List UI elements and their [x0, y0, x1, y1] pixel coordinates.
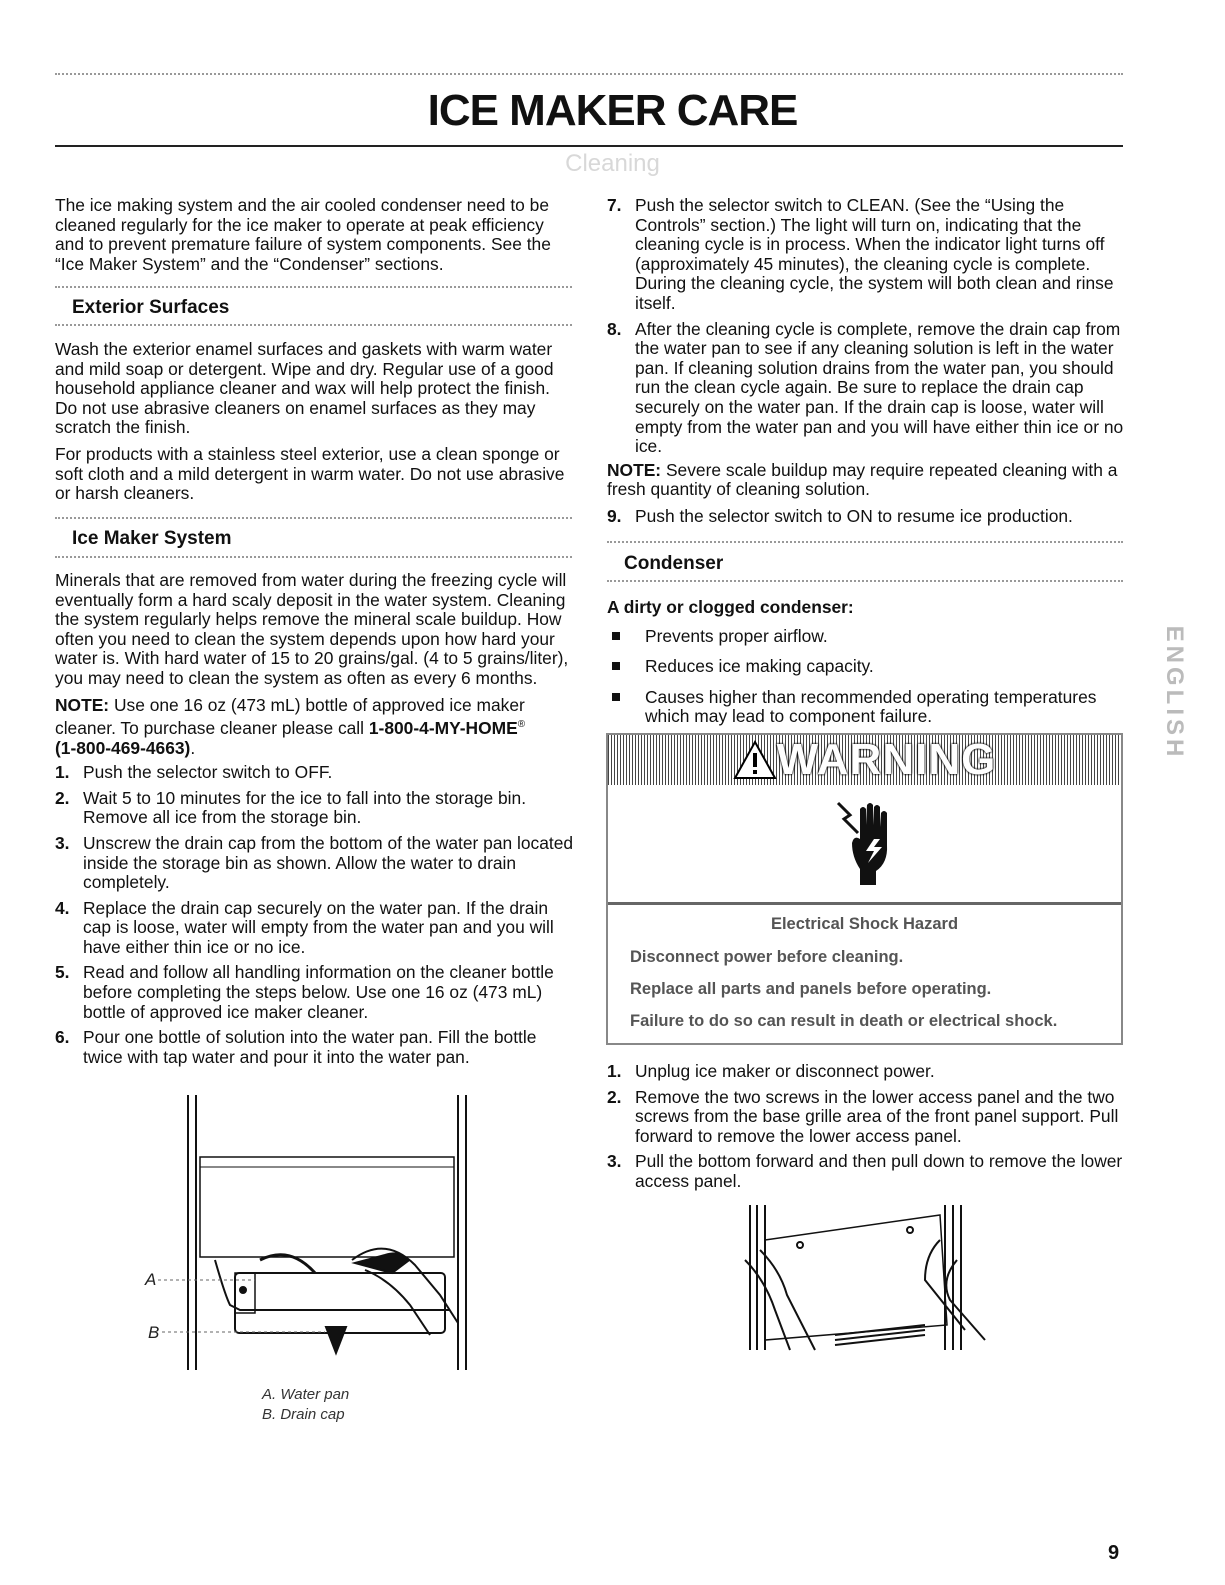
- list-item: 1. Unplug ice maker or disconnect power.: [607, 1061, 935, 1081]
- condenser-rule-top: [607, 541, 1123, 543]
- list-item: 4. Replace the drain cap securely on the water pan. If the drain cap is loose, water will empty from the water pan and you will have either thin ice or no ice.: [55, 897, 554, 957]
- warning-title: WARNING: [776, 735, 997, 784]
- electric-shock-hand-icon: [836, 799, 906, 889]
- intro-paragraph: The ice making system and the air cooled condenser need to be cleaned regularly for the ice maker to operate at peak efficiency and to prevent premature failure of system components. See the “Ice Maker System” and the “Condenser” sections.: [55, 195, 551, 274]
- warning-box: [606, 733, 1123, 1045]
- bullet-icon: [612, 693, 620, 701]
- condenser-lead: A dirty or clogged condenser:: [607, 597, 854, 617]
- page-title: ICE MAKER CARE: [427, 86, 798, 135]
- list-item: 9. Push the selector switch to ON to resume ice production.: [607, 505, 1073, 526]
- warning-line-3: Failure to do so can result in death or electrical shock.: [630, 1012, 1058, 1030]
- section-heading: Cleaning: [565, 150, 660, 177]
- list-item: 5. Read and follow all handling information on the cleaner bottle before completing the steps below. Use one 16 oz (473 mL) bottle of approved ice maker cleaner.: [55, 962, 554, 1022]
- bullet-icon: [612, 662, 620, 670]
- exterior-heading: Exterior Surfaces: [72, 297, 230, 318]
- ice-system-rule-top: [55, 517, 572, 519]
- warning-line-2: Replace all parts and panels before operating.: [630, 980, 992, 998]
- ice-system-heading: Ice Maker System: [72, 528, 232, 549]
- access-panel-illustration: [735, 1200, 995, 1360]
- condenser-heading: Condenser: [624, 553, 724, 574]
- exterior-paragraph-1: Wash the exterior enamel surfaces and gaskets with warm water and mild soap or detergent. Wipe and dry. Regular use of a good household appliance cleaner and wax will help protect the finish. Do not use abrasive cleaners on enamel surfaces as they may scratch the finish.: [55, 339, 554, 438]
- condenser-rule-bottom: [607, 580, 1123, 582]
- water-pan-illustration: [140, 1095, 500, 1375]
- side-language-tab: [1150, 593, 1188, 793]
- page-number: 9: [1108, 1542, 1120, 1564]
- label-a: A: [145, 1270, 157, 1289]
- warning-banner: [608, 735, 1121, 785]
- top-dotted-rule: [55, 73, 1123, 75]
- cleaning-note: NOTE: Severe scale buildup may require repeated cleaning with a fresh quantity of cleaning solution.: [607, 459, 1118, 500]
- title-rule: [55, 145, 1123, 147]
- list-item: 7. Push the selector switch to CLEAN. (See the “Using the Controls” section.) The light will turn on, indicating that the cleaning cycle is in process. When the indicator light turns off (approximately 45 minutes), the cleaning cycle is complete. During the cleaning cycle, the system will both clean and rinse itself.: [607, 195, 1114, 313]
- condenser-steps: [607, 1062, 1124, 1198]
- list-item: 2. Wait 5 to 10 minutes for the ice to fall into the storage bin. Remove all ice from the storage bin.: [55, 787, 527, 828]
- warning-hazard: Electrical Shock Hazard: [770, 915, 959, 933]
- exterior-paragraph-2: For products with a stainless steel exterior, use a clean sponge or soft cloth and a mild detergent in warm water. Do not use abrasive or harsh cleaners.: [55, 443, 565, 504]
- ice-system-rule-bottom: [55, 556, 572, 558]
- list-item: Reduces ice making capacity.: [607, 657, 1124, 677]
- list-item: 2. Remove the two screws in the lower access panel and the two screws from the base grille area of the front panel support. Pull forward to remove the lower access panel.: [607, 1086, 1119, 1146]
- ice-system-note: NOTE: Use one 16 oz (473 mL) bottle of approved ice maker cleaner. To purchase cleaner please call 1-800-4-MY-HOME® (1-800-469-4663).: [55, 694, 526, 758]
- list-item: 8. After the cleaning cycle is complete, remove the drain cap from the water pan to see if any cleaning solution is left in the water pan. If cleaning solution drains from the water pan, you should run the clean cycle again. Be sure to replace the drain cap securely on the water pan. If the drain cap is loose, water will empty from the water pan and you will have either thin ice or no ice.: [607, 318, 1124, 457]
- ice-system-steps-left: [55, 763, 575, 1067]
- bullet-icon: [612, 632, 620, 640]
- list-item: 6. Pour one bottle of solution into the water pan. Fill the bottle twice with tap water and pour it into the water pan.: [55, 1027, 537, 1067]
- figure-caption: A. Water pan B. Drain cap: [262, 1386, 350, 1423]
- condenser-body: [607, 598, 1124, 738]
- list-item: 3. Unscrew the drain cap from the bottom of the water pan located inside the storage bin as shown. Allow the water to drain completely.: [55, 832, 574, 893]
- exterior-rule-bottom: [55, 324, 572, 326]
- ice-system-paragraph: Minerals that are removed from water during the freezing cycle will eventually form a hard scaly deposit in the water system. Cleaning the system regularly helps remove the mineral scale buildup. How often you need to clean the system depends upon how hard your water is. With hard water of 15 to 20 grains/gal. (4 to 5 grains/liter), you may need to clean the system as often as every 6 months.: [55, 570, 569, 688]
- list-item: Prevents proper airflow.: [607, 627, 1124, 647]
- warning-line-1: Disconnect power before cleaning.: [630, 948, 904, 966]
- ice-system-body: [55, 571, 575, 1073]
- exterior-rule-top: [55, 286, 572, 288]
- ice-system-steps-right: [607, 196, 1124, 533]
- warning-triangle-icon: [733, 740, 777, 780]
- label-b: B: [148, 1323, 160, 1342]
- list-item: 3. Pull the bottom forward and then pull down to remove the lower access panel.: [607, 1151, 1123, 1191]
- side-tab-label: ENGLISH: [1161, 625, 1188, 761]
- list-item: Causes higher than recommended operating temperatures which may lead to component failure.: [607, 688, 1124, 727]
- warning-divider: [608, 902, 1121, 905]
- exterior-body: [55, 340, 575, 511]
- list-item: 1. Push the selector switch to OFF.: [55, 762, 333, 783]
